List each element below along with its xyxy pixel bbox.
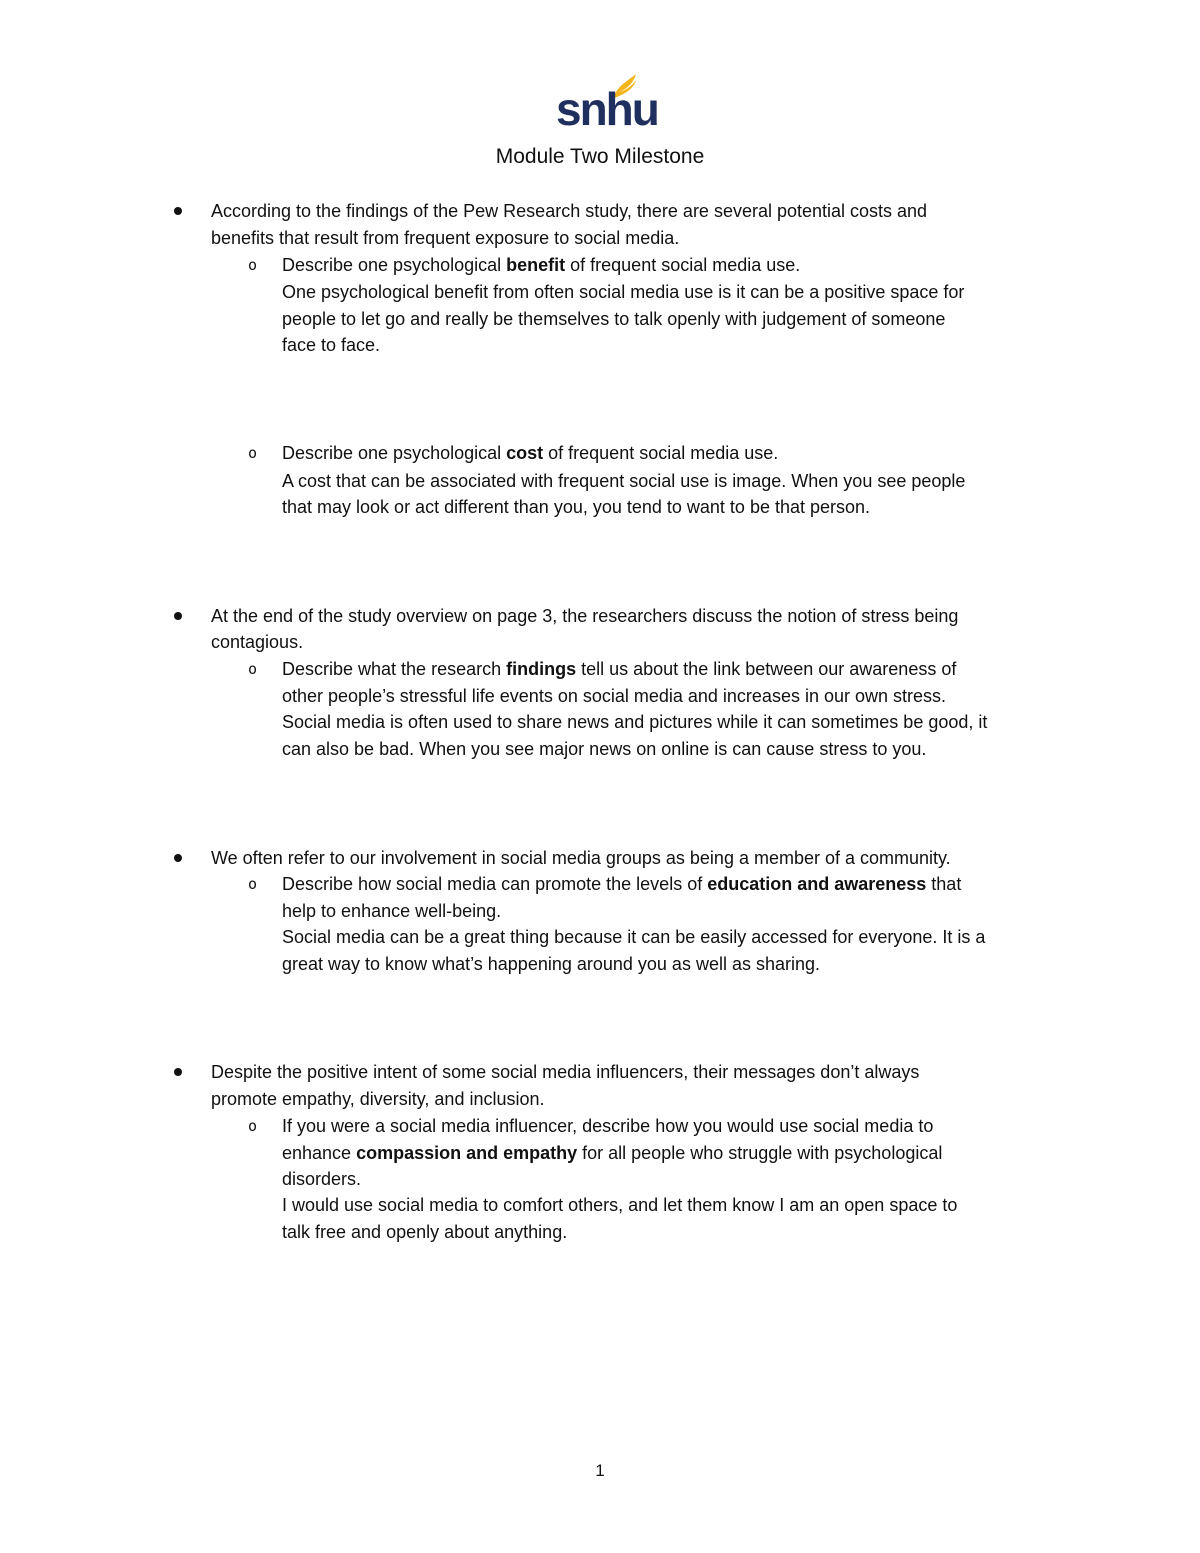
q1-sub1-answer-1: One psychological benefit from often social media use is it can be a positive space for (282, 282, 965, 302)
sub-marker: o (248, 444, 258, 462)
q4-sub1-answer-2: talk free and openly about anything. (282, 1222, 568, 1242)
bullet-3 (174, 854, 182, 862)
q3-line-1: We often refer to our involvement in social media groups as being a member of a community. (211, 848, 951, 868)
q2-line-2: contagious. (211, 632, 304, 652)
q1-line-1: According to the findings of the Pew Research study, there are several potential costs and (211, 201, 928, 221)
bullet-4 (174, 1068, 182, 1076)
page-number: 1 (595, 1461, 605, 1480)
q2-sub1-answer-1: Social media is often used to share news and pictures while it can sometimes be good, it (282, 712, 988, 732)
sub-marker: o (248, 256, 258, 274)
q1-sub2-prompt: Describe one psychological cost of frequent social media use. (282, 443, 779, 463)
q3-sub1-prompt-2: help to enhance well-being. (282, 901, 502, 921)
bullet-1 (174, 207, 182, 215)
page-title: Module Two Milestone (495, 145, 705, 168)
q4-sub1-prompt-3: disorders. (282, 1169, 362, 1189)
q3-sub1-answer-2: great way to know what’s happening around you as well as sharing. (282, 954, 820, 974)
q4-sub1-answer-1: I would use social media to comfort others, and let them know I am an open space to (282, 1195, 958, 1215)
sub-marker: o (248, 1117, 258, 1135)
q1-sub2-answer-1: A cost that can be associated with frequent social use is image. When you see people (282, 471, 966, 491)
q1-sub1-answer-3: face to face. (282, 335, 381, 355)
q2-line-1: At the end of the study overview on page 3, the researchers discuss the notion of stress being (211, 606, 959, 626)
q2-sub1-prompt-2: other people’s stressful life events on social media and increases in our own stress. (282, 686, 947, 706)
q4-line-1: Despite the positive intent of some social media influencers, their messages don’t always (211, 1062, 920, 1082)
snhu-logo (550, 72, 658, 135)
q3-sub1-prompt: Describe how social media can promote the levels of education and awareness that (282, 874, 962, 894)
sub-marker: o (248, 875, 258, 893)
q1-line-2: benefits that result from frequent exposure to social media. (211, 228, 680, 248)
logo-text: snhu (556, 83, 658, 135)
bullet-2 (174, 612, 182, 620)
q1-sub1-answer-2: people to let go and really be themselves to talk openly with judgement of someone (282, 309, 946, 329)
q2-sub1-prompt: Describe what the research findings tell us about the link between our awareness of (282, 659, 957, 679)
q4-sub1-prompt-2: enhance compassion and empathy for all people who struggle with psychological (282, 1143, 943, 1163)
q3-sub1-answer-1: Social media can be a great thing because it can be easily accessed for everyone. It is a (282, 927, 986, 947)
q1-sub1-prompt: Describe one psychological benefit of frequent social media use. (282, 255, 801, 275)
q1-sub2-answer-2: that may look or act different than you, you tend to want to be that person. (282, 497, 871, 517)
q4-sub1-prompt-1: If you were a social media influencer, describe how you would use social media to (282, 1116, 934, 1136)
sub-marker: o (248, 660, 258, 678)
q4-line-2: promote empathy, diversity, and inclusion. (211, 1089, 545, 1109)
q2-sub1-answer-2: can also be bad. When you see major news on online is can cause stress to you. (282, 739, 927, 759)
